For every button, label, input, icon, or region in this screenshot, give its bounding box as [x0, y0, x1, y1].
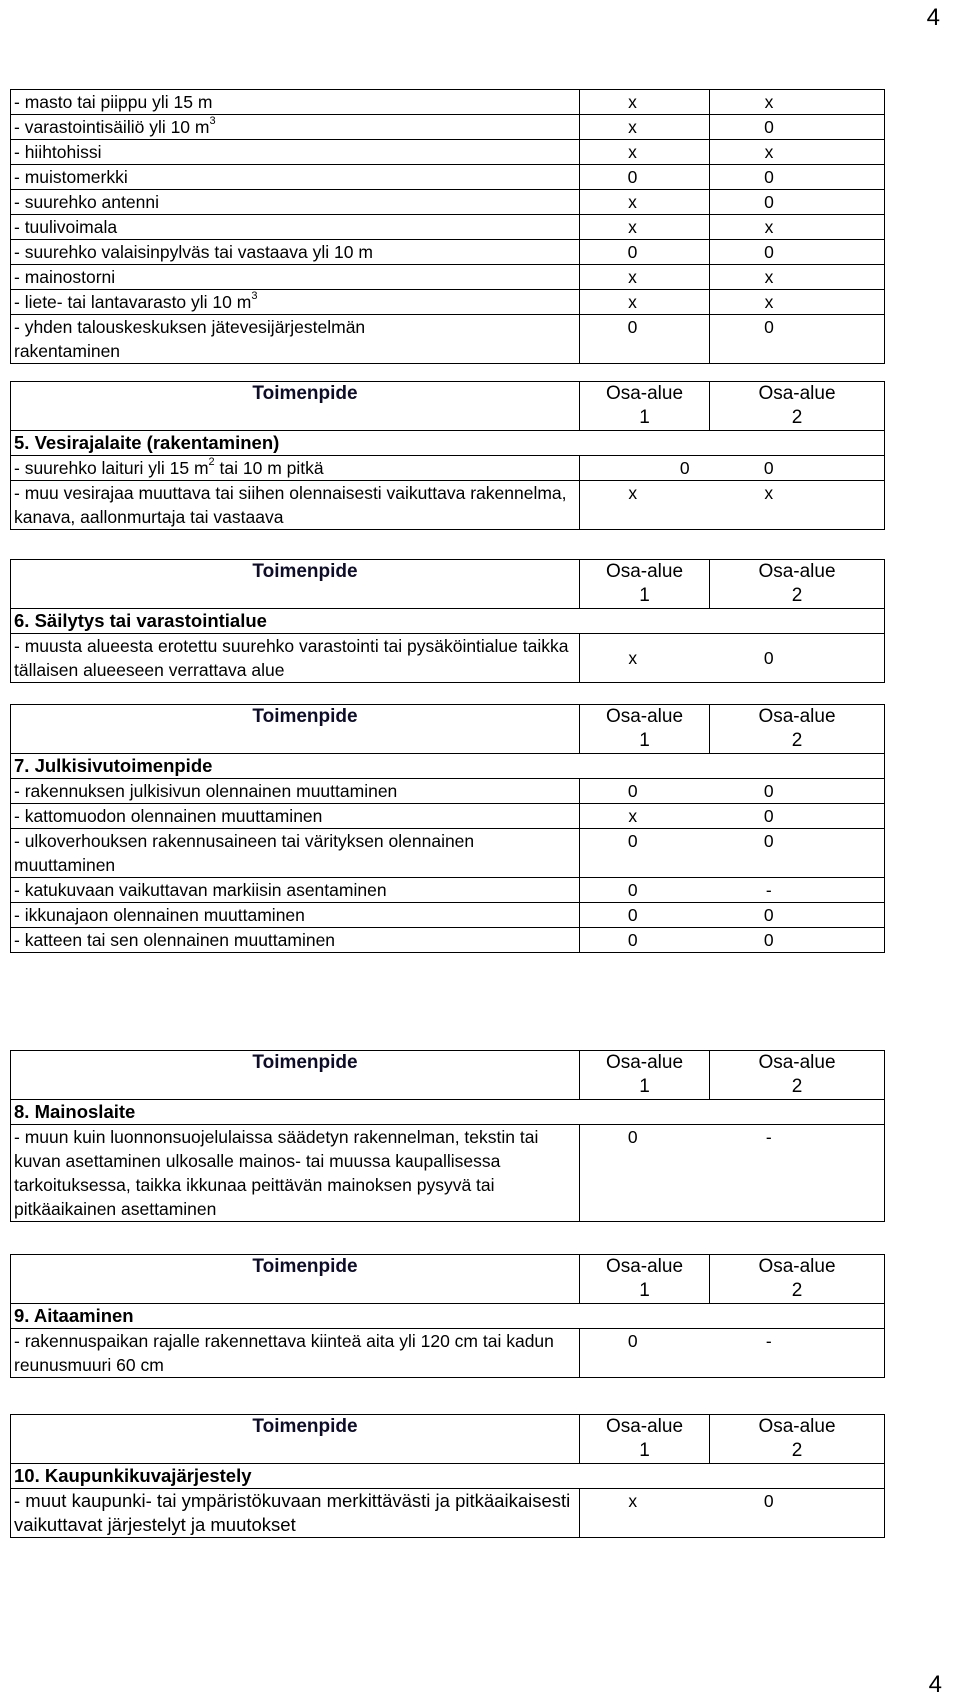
area1-value: 0: [580, 240, 710, 265]
area2-value: 0: [710, 1489, 885, 1538]
table-row: [11, 190, 885, 215]
header-row: [11, 560, 885, 609]
row-label: - muun kuin luonnonsuojelulaissa säädetyn rakennelman, tekstin tai kuvan asettaminen ulkosalle mainos- tai muussa kaupallisessa tarkoituksessa, taikka ikkunaa peittävän mainoksen pysyvä tai pitkäaikainen asettaminen: [11, 1125, 580, 1222]
section-title: 8. Mainoslaite: [11, 1100, 885, 1125]
area2-value: -: [710, 878, 885, 903]
row-label: - ulkoverhouksen rakennusaineen tai värityksen olennainen muuttaminen: [11, 829, 580, 878]
area1-value: 0: [580, 878, 710, 903]
row-label: - mainostorni: [11, 265, 580, 290]
table-row: [11, 928, 885, 953]
table-section-10: [10, 1414, 885, 1538]
area2-value: 0: [710, 903, 885, 928]
header-row: [11, 1051, 885, 1100]
area2-value: -: [710, 1125, 885, 1222]
table-row: [11, 215, 885, 240]
table-row: [11, 878, 885, 903]
header-row: [11, 382, 885, 431]
area1-value: x: [580, 481, 710, 530]
area1-value: 0: [580, 903, 710, 928]
area2-value: 0: [710, 804, 885, 829]
area2-value: 0: [710, 829, 885, 878]
row-label: - kattomuodon olennainen muuttaminen: [11, 804, 580, 829]
area2-value: x: [710, 481, 885, 530]
table-row: [11, 90, 885, 115]
row-label: - ikkunajaon olennainen muuttaminen: [11, 903, 580, 928]
area2-value: 0: [710, 315, 885, 364]
page-number-top: 4: [926, 4, 940, 31]
table-row: [11, 1329, 885, 1378]
section-title-row: [11, 1464, 885, 1489]
table-row: [11, 481, 885, 530]
row-label: - rakennuksen julkisivun olennainen muuttaminen: [11, 779, 580, 804]
header-area1: Osa-alue 1: [580, 1255, 710, 1304]
row-label: - liete- tai lantavarasto yli 10 $m^3$: [11, 290, 580, 315]
row-label: - muistomerkki: [11, 165, 580, 190]
table-row: [11, 165, 885, 190]
table-row: [11, 804, 885, 829]
row-label: - masto tai piippu yli 15 m: [11, 90, 580, 115]
table-row: [11, 315, 885, 364]
table-row: [11, 634, 885, 683]
header-area2: Osa-alue 2: [710, 705, 885, 754]
table-row: [11, 1489, 885, 1538]
area1-value: 0: [580, 1329, 710, 1378]
table-section-6: [10, 559, 885, 683]
header-row: [11, 1255, 885, 1304]
row-label: - rakennuspaikan rajalle rakennettava kiinteä aita yli 120 cm tai kadun reunusmuuri 60 cm: [11, 1329, 580, 1378]
section-title-row: [11, 754, 885, 779]
area1-value: x: [580, 265, 710, 290]
table-row: [11, 456, 885, 481]
row-label: - muut kaupunki- tai ympäristökuvaan merkittävästi ja pitkäaikaisesti vaikuttavat järjestelyt ja muutokset: [11, 1489, 580, 1538]
section-title-row: [11, 431, 885, 456]
header-area2: Osa-alue 2: [710, 1415, 885, 1464]
header-area1: Osa-alue 1: [580, 560, 710, 609]
area1-value: 0: [580, 779, 710, 804]
section-title: 9. Aitaaminen: [11, 1304, 885, 1329]
header-action: Toimenpide: [11, 1415, 580, 1464]
table-row: [11, 903, 885, 928]
page-number-bottom: 4: [928, 1671, 942, 1698]
header-action: Toimenpide: [11, 705, 580, 754]
table-row: [11, 779, 885, 804]
area1-value: x: [580, 215, 710, 240]
header-area2: Osa-alue 2: [710, 1255, 885, 1304]
row-label: - suurehko valaisinpylväs tai vastaava yli 10 m: [11, 240, 580, 265]
area2-value: x: [710, 140, 885, 165]
section-title: 10. Kaupunkikuvajärjestely: [11, 1464, 885, 1489]
table-row: [11, 265, 885, 290]
area2-value: 0: [710, 240, 885, 265]
header-area1: Osa-alue 1: [580, 705, 710, 754]
table-row: [11, 829, 885, 878]
header-area2: Osa-alue 2: [710, 382, 885, 431]
area1-value: 0: [580, 456, 710, 481]
row-label: - varastointisäiliö yli 10 $m^3$: [11, 115, 580, 140]
section-title-row: [11, 1304, 885, 1329]
row-label: - hiihtohissi: [11, 140, 580, 165]
table-section-5: [10, 381, 885, 530]
area2-value: 0: [710, 115, 885, 140]
area2-value: x: [710, 290, 885, 315]
area2-value: -: [710, 1329, 885, 1378]
area2-value: 0: [710, 165, 885, 190]
area2-value: 0: [710, 779, 885, 804]
section-title-row: [11, 1100, 885, 1125]
header-area1: Osa-alue 1: [580, 382, 710, 431]
header-action: Toimenpide: [11, 1051, 580, 1100]
section-title: 6. Säilytys tai varastointialue: [11, 609, 885, 634]
row-label: - suurehko laituri yli 15 $m^2$ tai 10 m pitkä: [11, 456, 580, 481]
row-label: - yhden talouskeskuksen jätevesijärjestelmän rakentaminen: [11, 315, 580, 364]
row-label: - katteen tai sen olennainen muuttaminen: [11, 928, 580, 953]
area1-value: 0: [580, 165, 710, 190]
area1-value: 0: [580, 1125, 710, 1222]
header-action: Toimenpide: [11, 382, 580, 431]
area1-value: x: [580, 190, 710, 215]
area2-value: x: [710, 90, 885, 115]
header-area2: Osa-alue 2: [710, 560, 885, 609]
header-row: [11, 1415, 885, 1464]
row-label: - muu vesirajaa muuttava tai siihen olennaisesti vaikuttava rakennelma, kanava, aallonmurtaja tai vastaava: [11, 481, 580, 530]
area1-value: 0: [580, 315, 710, 364]
table-row: [11, 240, 885, 265]
area1-value: x: [580, 90, 710, 115]
area1-value: 0: [580, 928, 710, 953]
table-row: [11, 1125, 885, 1222]
table-structures: [10, 89, 885, 364]
table-section-9: [10, 1254, 885, 1378]
area1-value: x: [580, 115, 710, 140]
area1-value: x: [580, 1489, 710, 1538]
table-row: [11, 115, 885, 140]
table-section-8: [10, 1050, 885, 1222]
table-section-7: [10, 704, 885, 953]
header-row: [11, 705, 885, 754]
header-area1: Osa-alue 1: [580, 1051, 710, 1100]
header-action: Toimenpide: [11, 560, 580, 609]
area1-value: x: [580, 290, 710, 315]
row-label: - muusta alueesta erotettu suurehko varastointi tai pysäköintialue taikka tällaisen alueeseen verrattava alue: [11, 634, 580, 683]
table-row: [11, 140, 885, 165]
area2-value: 0: [710, 190, 885, 215]
row-label: - suurehko antenni: [11, 190, 580, 215]
table-row: [11, 290, 885, 315]
area2-value: 0: [710, 928, 885, 953]
header-area1: Osa-alue 1: [580, 1415, 710, 1464]
area1-value: x: [580, 804, 710, 829]
area1-value: x: [580, 140, 710, 165]
area2-value: x: [710, 215, 885, 240]
row-label: - katukuvaan vaikuttavan markiisin asentaminen: [11, 878, 580, 903]
row-label: - tuulivoimala: [11, 215, 580, 240]
section-title: 7. Julkisivutoimenpide: [11, 754, 885, 779]
area1-value: 0: [580, 829, 710, 878]
area2-value: 0: [710, 634, 885, 683]
section-title: 5. Vesirajalaite (rakentaminen): [11, 431, 885, 456]
header-area2: Osa-alue 2: [710, 1051, 885, 1100]
area2-value: x: [710, 265, 885, 290]
header-action: Toimenpide: [11, 1255, 580, 1304]
area1-value: x: [580, 634, 710, 683]
area2-value: 0: [710, 456, 885, 481]
section-title-row: [11, 609, 885, 634]
